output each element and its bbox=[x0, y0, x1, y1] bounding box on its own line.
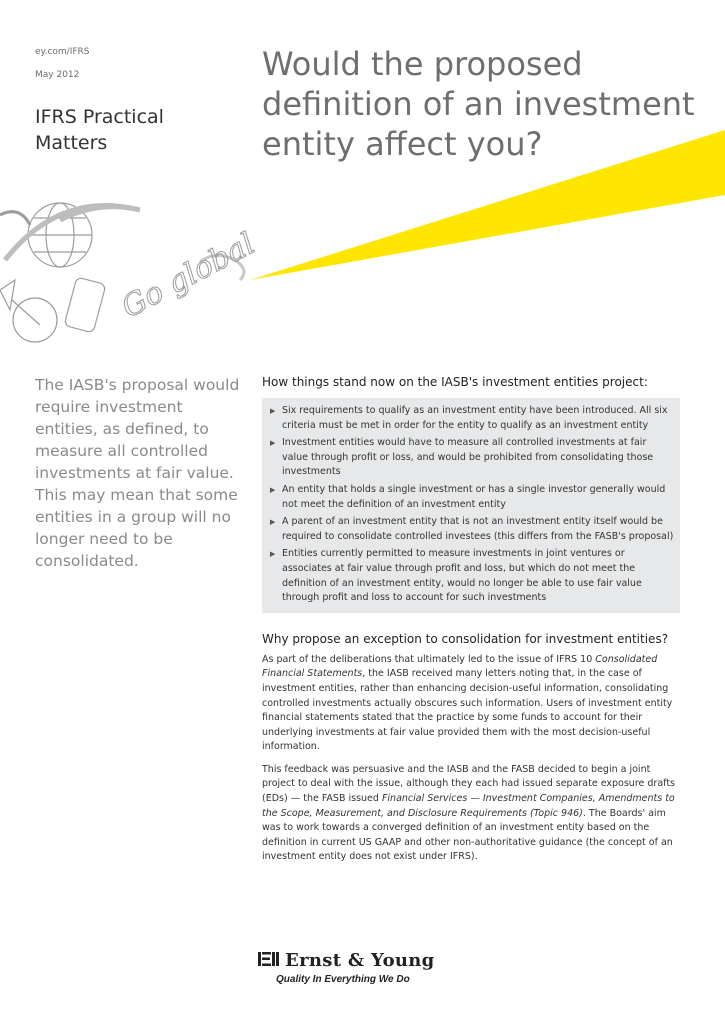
bullet-arrow-icon: ▶ bbox=[270, 439, 276, 448]
go-global-illustration bbox=[0, 120, 725, 380]
yellow-beam bbox=[250, 130, 725, 280]
phone-icon bbox=[64, 277, 106, 333]
pull-quote: The IASB's proposal would require investment entities, as defined, to measure all controlled investments at fair value. This may mean that some entities in a group will no longer need to be consolidated. bbox=[35, 376, 240, 570]
website-url: ey.com/IFRS bbox=[35, 47, 90, 57]
series-title: IFRS Practical Matters bbox=[35, 106, 164, 154]
list-item: ▶ A parent of an investment entity that is not an investment entity itself would be required to consolidate controlled investees (this differs from the FASB's proposal) bbox=[270, 516, 674, 542]
section-heading-status: How things stand now on the IASB's investment entities project: bbox=[262, 375, 648, 389]
main-column bbox=[262, 374, 680, 865]
list-item: ▶ Investment entities would have to measure all controlled investments at fair value through profit or loss, and would be prohibited from consolidating those investments bbox=[270, 437, 654, 478]
ey-logo-mark-icon bbox=[258, 950, 280, 968]
go-global-lettering: Go global bbox=[116, 226, 261, 326]
body-paragraph: As part of the deliberations that ultimately led to the issue of IFRS 10 Consolidated Financial Statements, the IASB received many letters noting that, in the case of investment entities, rather than enhancing decision-useful information, consolidating controlled investments actually obscures such information. Users of investment entity financial statements stated that the practice by some funds to account for their underlying investments at fair value provided them with the most decision-useful information. bbox=[262, 653, 673, 753]
bullet-arrow-icon: ▶ bbox=[270, 550, 276, 559]
list-item: ▶ Six requirements to qualify as an investment entity have been introduced. All six criteria must be met in order for the entity to qualify as an investment entity bbox=[270, 405, 668, 431]
brand-tagline: Quality In Everything We Do bbox=[276, 974, 410, 985]
publication-date: May 2012 bbox=[35, 70, 80, 80]
page-title: Would the proposed definition of an investment entity affect you? bbox=[262, 45, 695, 163]
ey-logo bbox=[258, 950, 458, 985]
status-box bbox=[262, 398, 680, 613]
bullet-arrow-icon: ▶ bbox=[270, 485, 276, 494]
list-item: ▶ Entities currently permitted to measure investments in joint ventures or associates at fair value through profit and loss, but which do not meet the definition of an investment entity, would no longer be able to use fair value through profit and loss to account for such investments bbox=[270, 548, 642, 604]
brand-name: Ernst & Young bbox=[285, 950, 435, 971]
body-paragraph: This feedback was persuasive and the IASB and the FASB decided to begin a joint project to deal with the issue, although they each had issued separate exposure drafts (EDs) — the FASB issued Financial Services — Investment Companies, Amendments to the Scope, Measurement, and Disclosure Requirements (Topic 946). The Boards' aim was to work towards a converged definition of an investment entity based on the definition in current US GAAP and other non-authoritative guidance (the concept of an investment entity does not exist under IFRS). bbox=[262, 763, 675, 863]
bullet-arrow-icon: ▶ bbox=[270, 518, 276, 527]
list-item: ▶ An entity that holds a single investment or has a single investor generally would not meet the definition of an investment entity bbox=[270, 483, 666, 510]
status-list bbox=[270, 404, 674, 606]
section-heading-why: Why propose an exception to consolidation for investment entities? bbox=[262, 631, 669, 646]
bullet-arrow-icon: ▶ bbox=[270, 407, 276, 415]
